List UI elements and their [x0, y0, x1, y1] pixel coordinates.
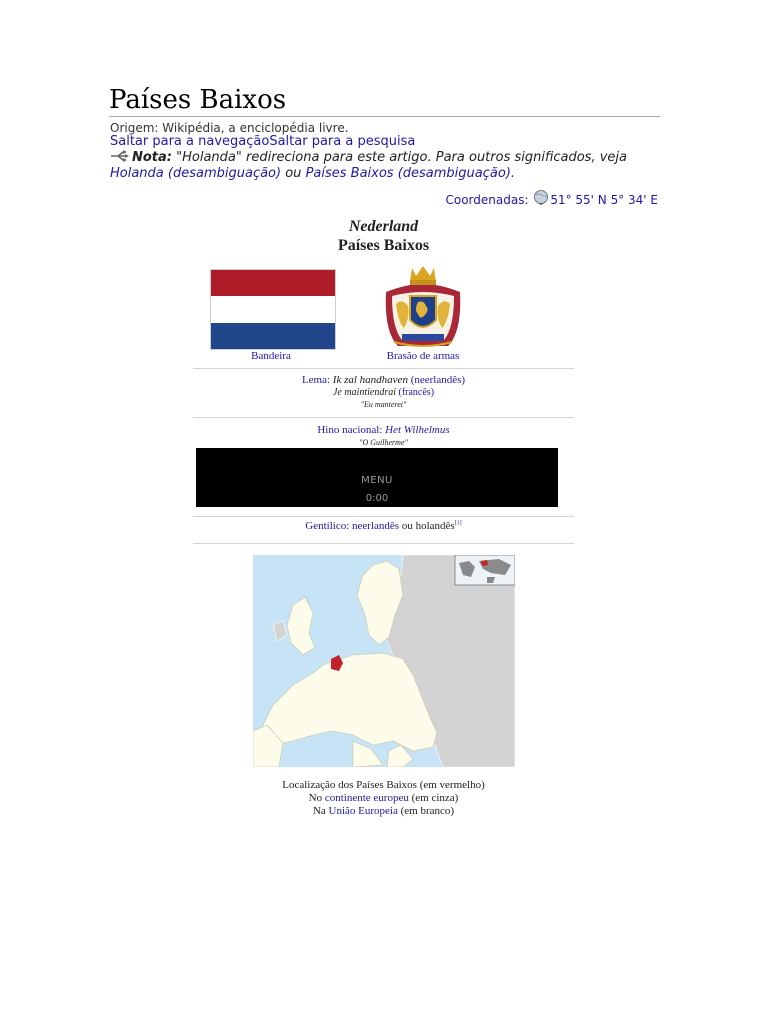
title-divider — [109, 116, 660, 117]
anthem-line — [193, 424, 574, 436]
site-subtitle: Origem: Wikipédia, a enciclopédia livre. — [110, 121, 349, 135]
infobox-divider — [193, 368, 574, 369]
hatnote — [110, 150, 670, 182]
coordinates — [445, 190, 658, 207]
hatnote-or: ou — [281, 166, 306, 181]
page-title: Países Baixos — [109, 85, 287, 115]
anthem-name-link[interactable]: Het Wilhelmus — [385, 424, 450, 436]
jump-to-navigation-link[interactable]: Saltar para a navegação — [110, 134, 270, 149]
paises-baixos-disambiguation-link[interactable]: Países Baixos (desambiguação) — [305, 166, 511, 181]
motto-french: Je maintiendrai — [332, 387, 396, 398]
motto-dutch: Ik zal handhaven — [332, 374, 408, 386]
coordinates-link[interactable]: 51° 55' N 5° 34' E — [550, 193, 658, 207]
country-name: Países Baixos — [337, 237, 430, 254]
holanda-disambiguation-link[interactable]: Holanda (desambiguação) — [110, 166, 282, 181]
flag-image[interactable] — [210, 269, 336, 350]
flag-caption[interactable]: Bandeira — [251, 350, 291, 362]
motto-line — [193, 374, 574, 386]
audio-player[interactable] — [196, 448, 558, 507]
map-caption-line2 — [193, 792, 574, 804]
european-union-link[interactable]: União Europeia — [328, 805, 398, 817]
map-caption-line3 — [193, 805, 574, 817]
european-continent-link[interactable]: continente europeu — [324, 792, 409, 804]
french-language-link[interactable]: (francês) — [398, 387, 435, 398]
coat-of-arms-caption[interactable]: Brasão de armas — [386, 350, 460, 362]
map-caption-prefix: Na — [312, 805, 329, 817]
player-menu-button[interactable]: MENU — [361, 475, 393, 486]
reference-link[interactable]: [1] — [454, 520, 462, 527]
motto-french-line — [193, 387, 574, 398]
hatnote-label: Nota: — [132, 150, 172, 165]
coordinates-label: Coordenadas: — [445, 193, 529, 207]
jump-to-search-link[interactable]: Saltar para a pesquisa — [269, 134, 416, 149]
map-caption-suffix: (em cinza) — [408, 792, 459, 804]
infobox-divider — [193, 543, 574, 544]
infobox-divider — [193, 417, 574, 418]
jump-links — [110, 134, 415, 149]
globe-icon[interactable] — [533, 190, 549, 206]
demonym-line — [193, 520, 574, 532]
coat-of-arms-image[interactable] — [380, 262, 466, 350]
anthem-translation: "O Guilherme" — [359, 438, 408, 447]
hatnote-period: . — [510, 166, 516, 181]
demonym-alt: ou holandês — [399, 520, 455, 532]
demonym-label-link[interactable]: Gentílico: — [305, 520, 350, 532]
anthem-label-link[interactable]: Hino nacional: — [317, 424, 383, 436]
infobox-divider — [193, 516, 574, 517]
dutch-language-link[interactable]: (neerlandês) — [410, 374, 466, 386]
demonym-link[interactable]: neerlandês — [352, 520, 400, 532]
motto-translation: "Eu manterei" — [360, 400, 407, 409]
map-caption-suffix: (em branco) — [397, 805, 455, 817]
map-caption-prefix: No — [308, 792, 325, 804]
motto-label-link[interactable]: Lema: — [301, 374, 331, 386]
map-caption-line1: Localização dos Países Baixos (em vermelho) — [282, 779, 485, 791]
disambiguation-icon — [110, 150, 130, 162]
native-name: Nederland — [348, 218, 419, 235]
hatnote-text: "Holanda" redireciona para este artigo. Para outros significados, veja — [172, 150, 627, 165]
location-map-image[interactable] — [253, 555, 515, 767]
player-time: 0:00 — [365, 493, 389, 504]
